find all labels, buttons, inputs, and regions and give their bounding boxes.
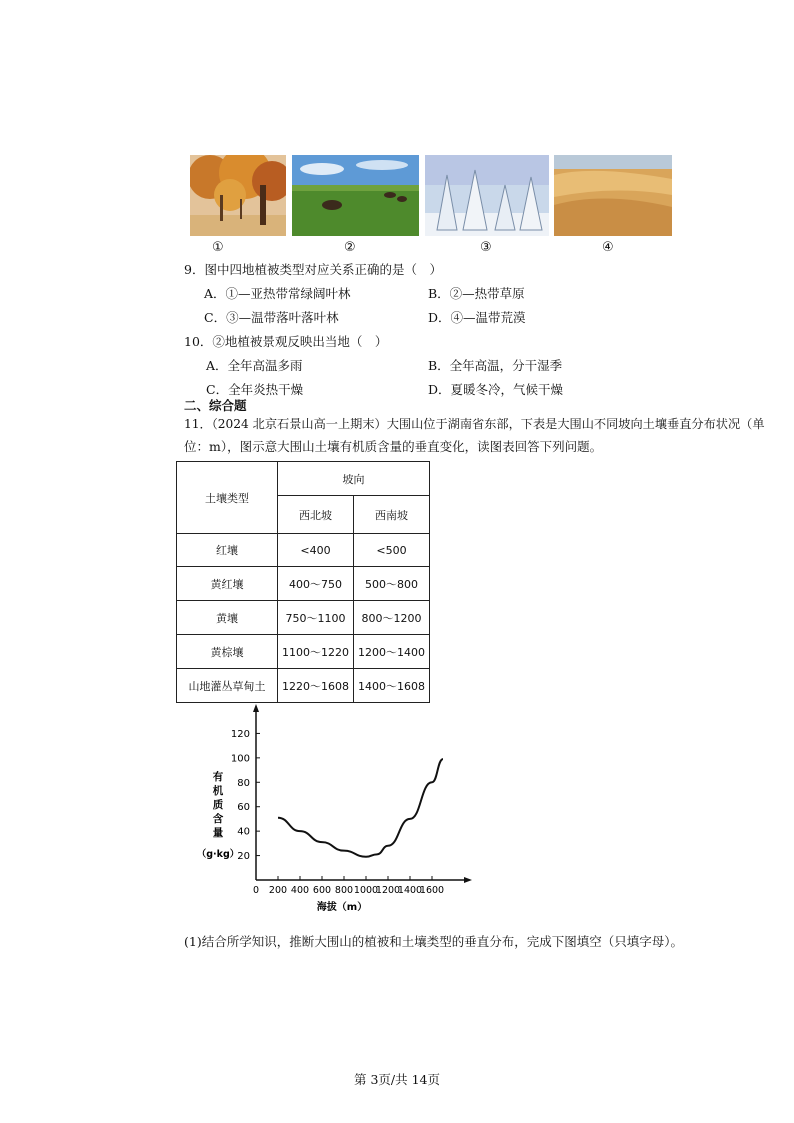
- question-10-option-b: B．全年高温，分干湿季: [428, 358, 563, 373]
- table-row: [177, 601, 430, 635]
- chart-x-ticks: [253, 876, 444, 896]
- y-tick-label: 20: [237, 851, 250, 863]
- x-tick-label: 1400: [397, 885, 423, 896]
- photo-label-4: ④: [602, 240, 614, 255]
- table-row: [177, 669, 430, 703]
- table-cell-type: 黄壤: [177, 601, 278, 635]
- x-tick-label: 1600: [419, 885, 445, 896]
- question-11-part-1: (1)结合所学知识，推断大围山的植被和土壤类型的垂直分布，完成下图填空（只填字母）。: [184, 934, 683, 949]
- y-tick-label: 120: [230, 728, 250, 740]
- x-tick-label: 0: [252, 885, 260, 896]
- table-header-southwest: 西南坡: [354, 496, 430, 534]
- y-tick-label: 80: [237, 777, 250, 789]
- organic-matter-chart: [170, 700, 490, 920]
- table-cell-type: 红壤: [177, 534, 278, 567]
- table-cell-type: 黄棕壤: [177, 635, 278, 669]
- question-9-option-a: A．①—亚热带常绿阔叶林: [204, 286, 351, 301]
- photo-desert: [554, 155, 672, 236]
- photo-snow-forest: [425, 155, 549, 236]
- soil-distribution-table: [176, 461, 430, 703]
- photo-label-3: ③: [480, 240, 492, 255]
- y-label-char: 质: [212, 799, 224, 811]
- table-cell-southwest: 500～800: [354, 567, 430, 601]
- table-cell-type: 黄红壤: [177, 567, 278, 601]
- photo-grassland: [292, 155, 419, 236]
- question-10-stem: 10．②地植被景观反映出当地（ ）: [184, 334, 388, 349]
- question-11-line-1: 11．（2024 北京石景山高一上期末）大围山位于湖南省东部，下表是大围山不同坡向土壤垂直分布状况（单: [184, 417, 765, 431]
- table-header-soil-type: 土壤类型: [177, 462, 278, 534]
- table-cell-southwest: 1200～1400: [354, 635, 430, 669]
- y-label-char: 有: [212, 771, 224, 783]
- chart-y-label: [197, 770, 240, 860]
- table-cell-southwest: 1400～1608: [354, 669, 430, 703]
- table-cell-northwest: 1100～1220: [278, 635, 354, 669]
- x-tick-label: 1200: [375, 885, 401, 896]
- table-header-slope: 坡向: [278, 462, 430, 496]
- question-9-option-b: B．②—热带草原: [428, 286, 525, 301]
- x-tick-label: 200: [268, 885, 288, 896]
- section-heading: 二、综合题: [184, 398, 247, 413]
- table-cell-southwest: <500: [354, 534, 430, 567]
- question-11-line-2: 位：m），图示意大围山土壤有机质含量的垂直变化，读图表回答下列问题。: [184, 439, 603, 454]
- x-tick-label: 1000: [353, 885, 379, 896]
- table-header-northwest: 西北坡: [278, 496, 354, 534]
- question-10-option-a: A．全年高温多雨: [206, 358, 303, 373]
- x-tick-label: 600: [312, 885, 332, 896]
- table-row: [177, 567, 430, 601]
- photo-autumn-forest: [190, 155, 286, 236]
- chart-x-label: 海拔（m）: [316, 902, 368, 913]
- table-cell-southwest: 800～1200: [354, 601, 430, 635]
- x-tick-label: 400: [290, 885, 310, 896]
- table-cell-northwest: <400: [278, 534, 354, 567]
- y-axis-arrow: [253, 704, 259, 712]
- y-label-unit: （g·kg）: [196, 849, 240, 860]
- question-9-option-c: C．③—温带落叶落叶林: [204, 310, 339, 325]
- table-cell-northwest: 400～750: [278, 567, 354, 601]
- question-9-stem: 9．图中四地植被类型对应关系正确的是（ ）: [184, 262, 442, 277]
- table-row: [177, 635, 430, 669]
- question-10-option-d: D．夏暖冬冷，气候干燥: [428, 382, 564, 397]
- y-label-char: 量: [212, 827, 224, 839]
- x-axis-arrow: [464, 877, 472, 883]
- question-10-option-c: C．全年炎热干燥: [206, 382, 304, 397]
- table-cell-type: 山地灌丛草甸土: [177, 669, 278, 703]
- y-tick-label: 60: [237, 802, 250, 814]
- y-label-char: 含: [212, 813, 224, 825]
- organic-matter-curve: [278, 759, 443, 857]
- photo-label-2: ②: [344, 240, 356, 255]
- question-9-option-d: D．④—温带荒漠: [428, 310, 526, 325]
- table-row: [177, 534, 430, 567]
- table-cell-northwest: 1220～1608: [278, 669, 354, 703]
- y-tick-label: 100: [230, 753, 250, 765]
- y-tick-label: 40: [237, 826, 250, 838]
- y-label-char: 机: [212, 785, 224, 797]
- x-tick-label: 800: [334, 885, 354, 896]
- table-cell-northwest: 750～1100: [278, 601, 354, 635]
- page-footer: 第 3页/共 14页: [353, 1072, 441, 1087]
- photo-label-1: ①: [212, 240, 224, 255]
- chart-series: [278, 759, 443, 857]
